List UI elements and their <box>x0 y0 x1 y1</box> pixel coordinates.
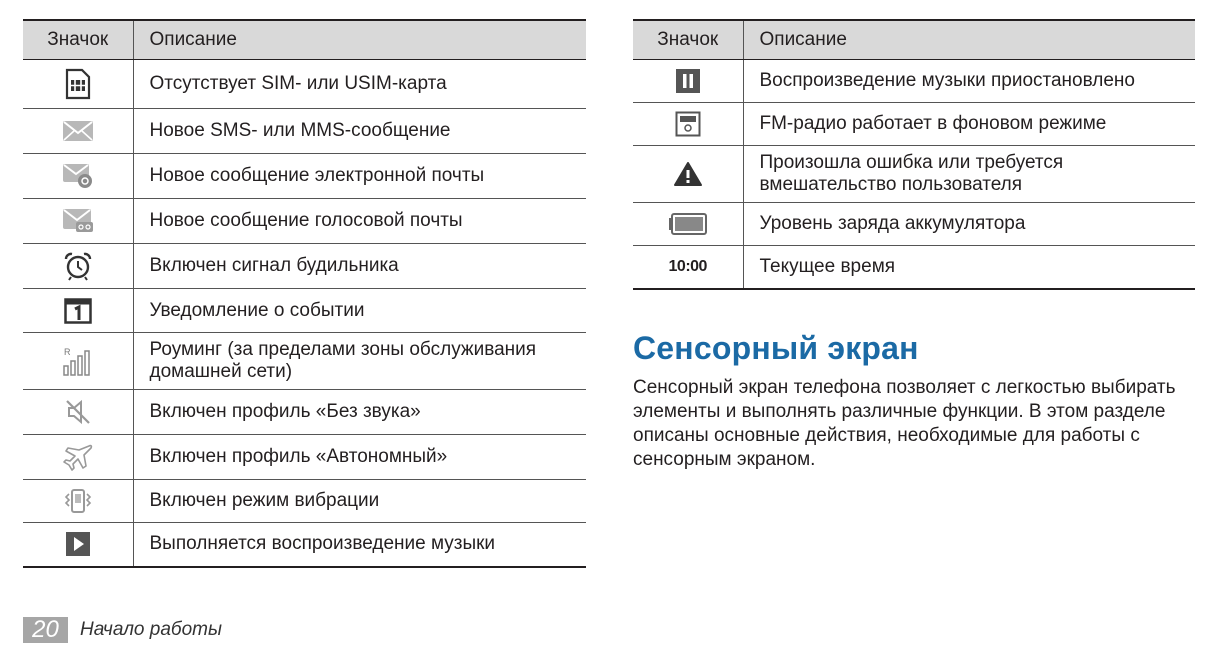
row-description: Уровень заряда аккумулятора <box>743 203 1195 246</box>
row-description: Выполняется воспроизведение музыки <box>133 523 586 567</box>
table-row <box>633 246 1195 289</box>
table-row <box>23 289 586 333</box>
icon-table-right <box>633 19 1195 290</box>
table-row <box>633 103 1195 146</box>
battery-icon <box>668 213 708 235</box>
roaming-signal-icon <box>62 345 94 377</box>
email-icon <box>62 163 94 189</box>
table-row <box>23 244 586 289</box>
header-description-column: Описание <box>743 20 1195 60</box>
table-row <box>23 199 586 244</box>
table-row <box>633 146 1195 203</box>
row-description: Новое SMS- или MMS-сообщение <box>133 109 586 154</box>
row-description: Отсутствует SIM- или USIM-карта <box>133 60 586 109</box>
row-description: Включен режим вибрации <box>133 480 586 523</box>
row-description: Уведомление о событии <box>133 289 586 333</box>
page-footer <box>23 617 222 643</box>
table-row <box>633 60 1195 103</box>
row-description: Произошла ошибка или требуется вмешательство пользователя <box>743 146 1195 203</box>
row-description: Новое сообщение голосовой почты <box>133 199 586 244</box>
table-row <box>23 333 586 390</box>
envelope-icon <box>62 120 94 142</box>
page-number: 20 <box>23 617 68 643</box>
table-row <box>23 435 586 480</box>
alarm-clock-icon <box>63 251 93 281</box>
row-description: Воспроизведение музыки приостановлено <box>743 60 1195 103</box>
row-description: Текущее время <box>743 246 1195 289</box>
warning-icon <box>673 161 703 187</box>
table-header-row <box>23 20 586 60</box>
chapter-title: Начало работы <box>80 619 222 640</box>
table-row <box>23 390 586 435</box>
row-description: Роуминг (за пределами зоны обслуживания домашней сети) <box>133 333 586 390</box>
radio-icon <box>675 111 701 137</box>
table-row <box>23 109 586 154</box>
voicemail-icon <box>62 208 94 234</box>
svg-text:R: R <box>63 347 71 357</box>
row-description: Включен профиль «Автономный» <box>133 435 586 480</box>
calendar-icon <box>64 298 92 324</box>
pause-icon <box>675 68 701 94</box>
airplane-icon <box>62 442 94 472</box>
table-row <box>23 523 586 567</box>
table-header-row <box>633 20 1195 60</box>
header-icon-column: Значок <box>23 20 133 60</box>
header-description-column: Описание <box>133 20 586 60</box>
table-row <box>23 60 586 109</box>
vibration-icon <box>62 487 94 515</box>
row-description: Новое сообщение электронной почты <box>133 154 586 199</box>
silent-icon <box>63 397 93 427</box>
table-row <box>23 154 586 199</box>
time-text: 10:00 <box>668 257 707 275</box>
row-description: FM-радио работает в фоновом режиме <box>743 103 1195 146</box>
table-row <box>23 480 586 523</box>
section-title: Сенсорный экран <box>633 330 919 366</box>
row-description: Включен сигнал будильника <box>133 244 586 289</box>
table-row <box>633 203 1195 246</box>
section-text: Сенсорный экран телефона позволяет с легкостью выбирать элементы и выполнять различные функции. В этом разделе описаны основные действия, необходимые для работы с сенсорным экраном. <box>633 377 1176 470</box>
sim-card-icon <box>64 68 92 100</box>
play-icon <box>65 531 91 557</box>
icon-table-left <box>23 19 586 568</box>
header-icon-column: Значок <box>633 20 743 60</box>
row-description: Включен профиль «Без звука» <box>133 390 586 435</box>
